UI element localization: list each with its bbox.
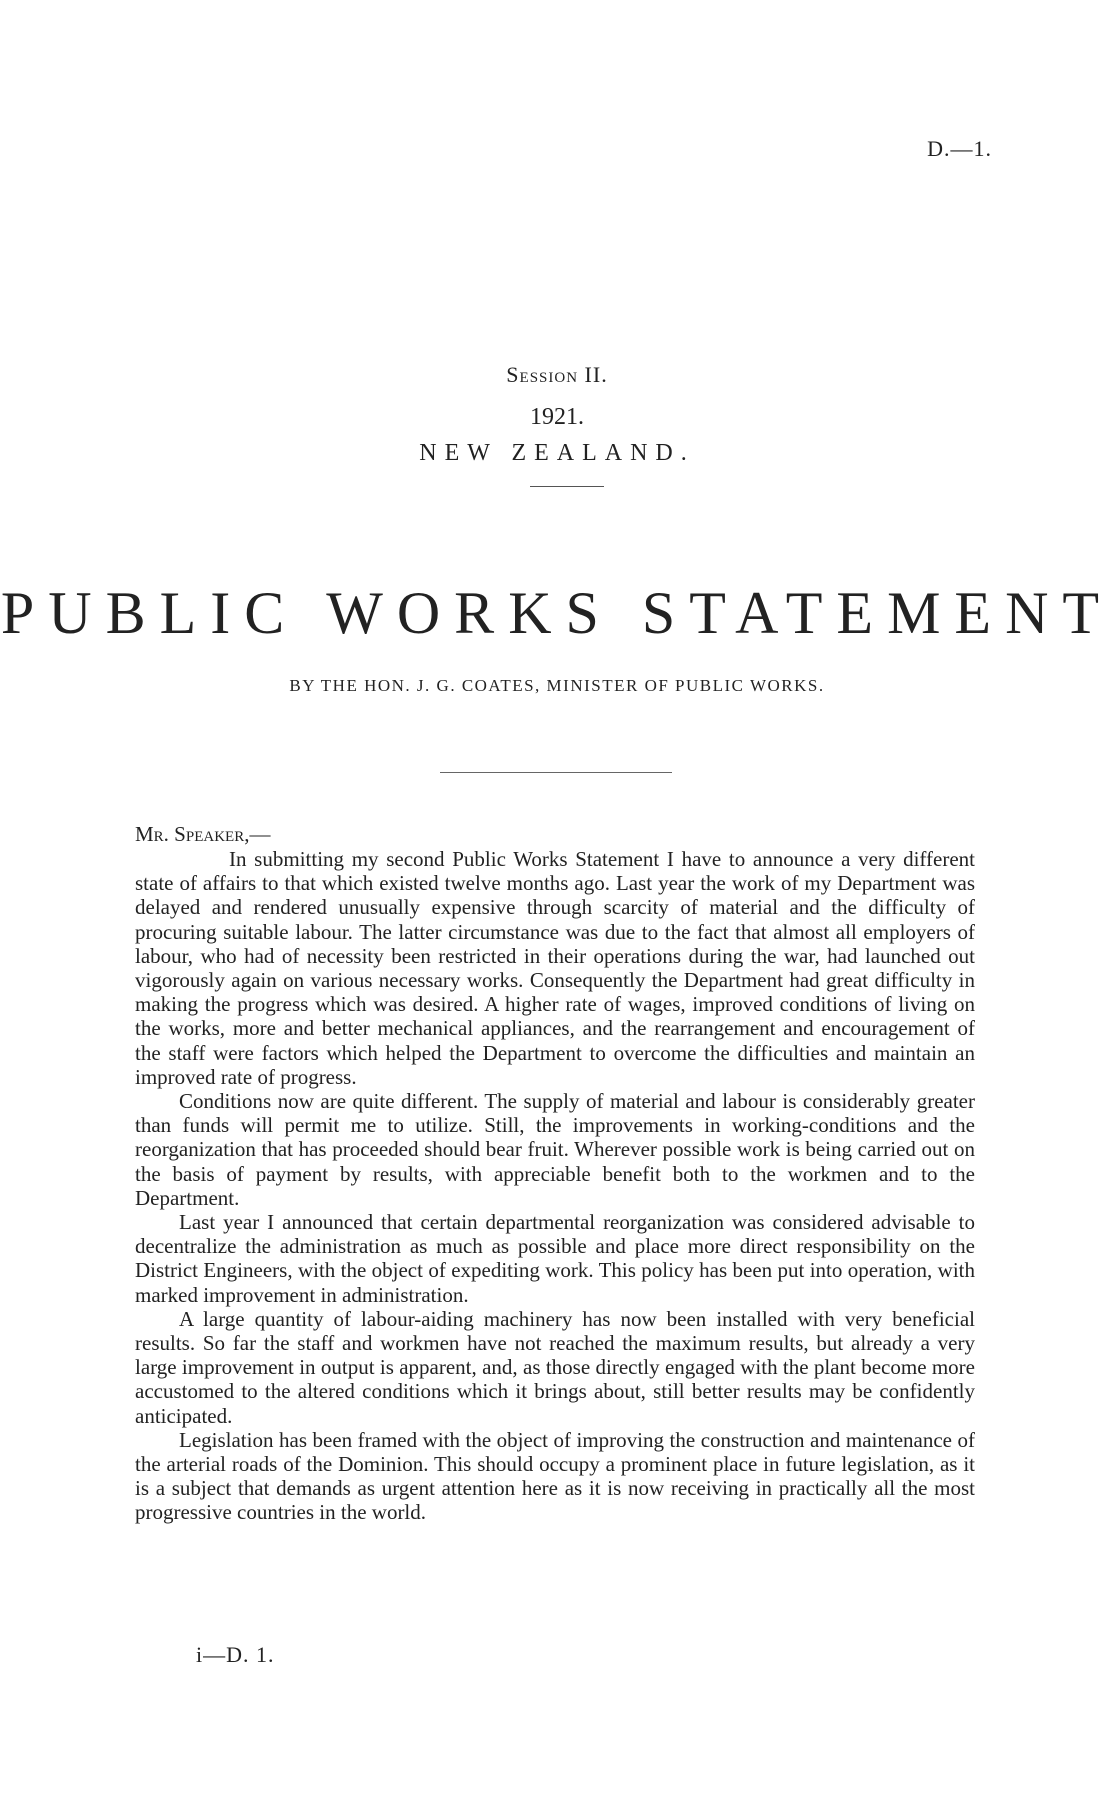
divider-rule bbox=[440, 772, 672, 773]
divider-rule bbox=[530, 486, 604, 487]
year-label: 1921. bbox=[530, 404, 584, 430]
session-label: Session II. bbox=[506, 362, 608, 387]
document-title: PUBLIC WORKS STATEMENT bbox=[0, 580, 1114, 646]
page-reference: D.—1. bbox=[927, 136, 992, 161]
signature-reference: i—D. 1. bbox=[196, 1642, 275, 1667]
body-paragraph: Legislation has been framed with the object of improving the construction and maintenance of the arterial roads of the Dominion. This should occupy a prominent place in future legislation, as it is a subject that demands as urgent attention here as it is now receiving in practically all the most progressive countries in the world. bbox=[135, 1427, 975, 1525]
body-paragraph: A large quantity of labour-aiding machinery has now been installed with very beneficial results. So far the staff and workmen have not reached the maximum results, but already a very large improvement in output is apparent, and, as those directly engaged with the plant become more accustomed to the altered conditions which it brings about, still better results may be confidently anticipated. bbox=[135, 1306, 975, 1428]
statement-body bbox=[135, 847, 975, 1525]
body-paragraph: Last year I announced that certain departmental reorganization was considered advisable to decentralize the administration as much as possible and place more direct responsibility on the District Engineers, with the object of expediting work. This policy has been put into operation, with marked improvement in administration. bbox=[135, 1210, 975, 1307]
body-paragraph: Conditions now are quite different. The supply of material and labour is considerably greater than funds will permit me to utilize. Still, the improvements in working-conditions and the reorganization that has proceeded should bear fruit. Wherever possible work is being carried out on the basis of payment by results, with appreciable benefit both to the workmen and to the Department. bbox=[135, 1089, 975, 1210]
body-paragraph: In submitting my second Public Works Statement I have to announce a very different state of affairs to that which existed twelve months ago. Last year the work of my Department was delayed and rendered unusually expensive through scarcity of material and the difficulty of procuring suitable labour. The latter circumstance was due to the fact that almost all employers of labour, who had of necessity been restricted in their operations during the war, had launched out vigorously again on various necessary works. Consequently the Department had great difficulty in making the progress which was desired. A higher rate of wages, improved conditions of living on the works, more and better mechanical appliances, and the rearrangement and encouragement of the staff were factors which helped the Department to overcome the difficulties and maintain an improved rate of progress. bbox=[135, 847, 975, 1089]
salutation: Mr. Speaker,— bbox=[135, 822, 271, 846]
country-label: NEW ZEALAND. bbox=[419, 440, 695, 466]
author-byline: BY THE HON. J. G. COATES, MINISTER OF PUBLIC WORKS. bbox=[289, 676, 825, 695]
